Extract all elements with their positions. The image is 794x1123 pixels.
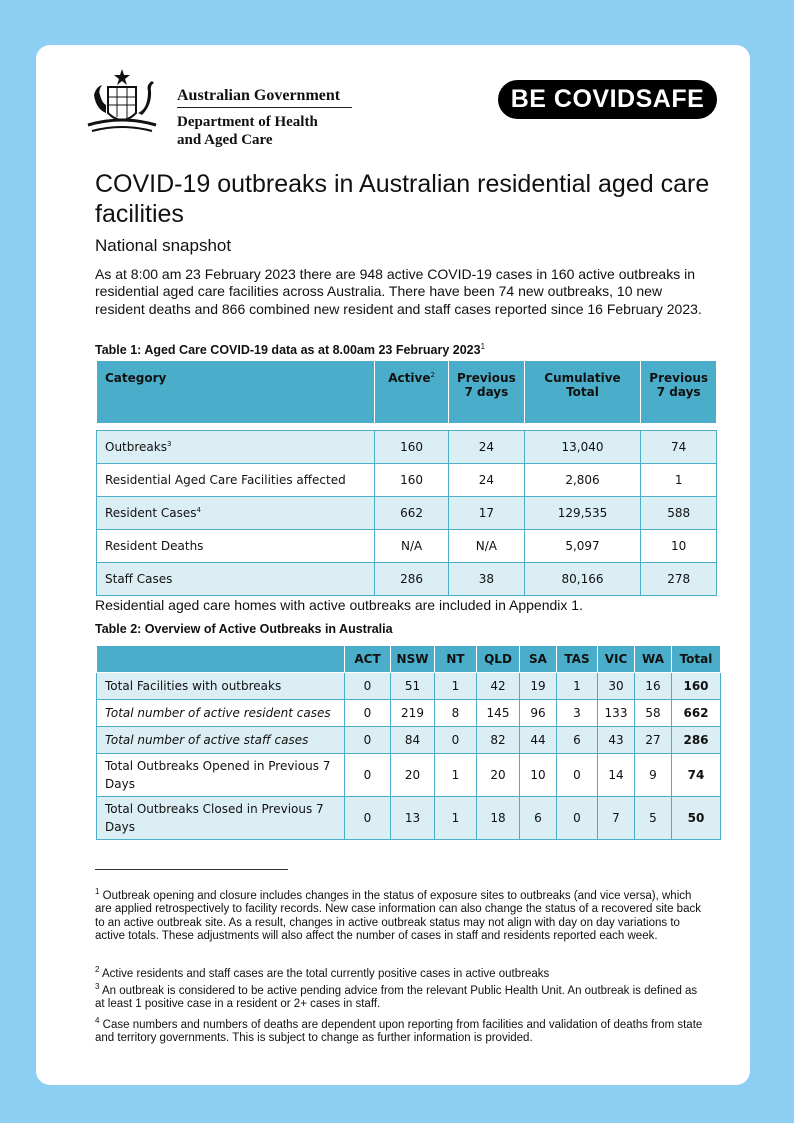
aged-care-data-table [96,360,717,596]
row-label: Total Facilities with outbreaks [97,673,345,700]
cell-total: 50 [672,797,721,840]
table2-header-wa: WA [635,646,672,673]
footnote-1 [95,885,707,944]
cell-vic: 133 [598,700,635,727]
footnote-divider [95,869,288,870]
table2-caption: Table 2: Overview of Active Outbreaks in Australia [95,622,393,636]
cell-cumulative: 2,806 [524,464,641,497]
table1-header-active-text: Active [388,371,431,385]
cell-nt: 1 [435,797,477,840]
cell-vic: 7 [598,797,635,840]
cell-prev7-cum: 74 [641,431,717,464]
cell-cumulative: 13,040 [524,431,641,464]
cell-sa: 6 [520,797,557,840]
cell-tas: 6 [557,727,598,754]
cell-total: 160 [672,673,721,700]
cell-nsw: 13 [391,797,435,840]
cell-prev7: 17 [449,497,525,530]
row-label: Total number of active staff cases [97,727,345,754]
table1-header-cumulative: Cumulative Total [524,361,641,424]
footnote-2-number: 2 [95,965,100,974]
cell-active: 662 [375,497,449,530]
cell-wa: 5 [635,797,672,840]
cell-total: 74 [672,754,721,797]
row-label-text: Resident Cases [105,506,197,520]
cell-prev7-cum: 1 [641,464,717,497]
table1-caption-sup: 1 [480,342,486,351]
cell-nsw: 51 [391,673,435,700]
table1-caption-text: Table 1: Aged Care COVID-19 data as at 8.00am 23 February 2023 [95,343,481,358]
cell-total: 286 [672,727,721,754]
cell-sa: 96 [520,700,557,727]
footnote-3-number: 3 [95,982,100,991]
cell-qld: 42 [477,673,520,700]
cell-active: 160 [375,464,449,497]
footnote-4 [95,1014,707,1046]
cell-prev7-cum: 10 [641,530,717,563]
table-row [97,497,717,530]
cell-cumulative: 80,166 [524,563,641,596]
footnote-3 [95,980,707,1012]
cell-act: 0 [345,754,391,797]
page-subtitle: National snapshot [95,236,232,255]
table-row [97,754,721,797]
cell-nt: 1 [435,754,477,797]
cell-wa: 16 [635,673,672,700]
footnote-2-text: Active residents and staff cases are the total currently positive cases in active outbreaks [102,967,550,980]
row-label [97,431,375,464]
table2-header-row [97,646,721,673]
table-row [97,797,721,840]
cell-prev7-cum: 588 [641,497,717,530]
cell-sa: 19 [520,673,557,700]
row-label [97,497,375,530]
table1-header-prev7-a: Previous 7 days [449,361,525,424]
footnote-3-text: An outbreak is considered to be active pending advice from the relevant Public Health Unit. An outbreak is defined as at least 1 positive case in a resident or 2+ cases in staff. [95,984,698,1011]
table-row [97,431,717,464]
footnote-1-number: 1 [95,887,100,896]
cell-tas: 1 [557,673,598,700]
table1-caption [95,342,485,357]
table-row [97,673,721,700]
table1-header-active [375,361,449,424]
table2-header-qld: QLD [477,646,520,673]
cell-cumulative: 129,535 [524,497,641,530]
cell-tas: 0 [557,797,598,840]
table2-header-nt: NT [435,646,477,673]
row-label: Staff Cases [97,563,375,596]
cell-nsw: 219 [391,700,435,727]
footnote-4-number: 4 [95,1016,100,1025]
badge-text: BE COVIDSAFE [510,85,705,113]
cell-act: 0 [345,727,391,754]
cell-prev7: N/A [449,530,525,563]
row-label-text: Outbreaks [105,440,167,454]
cell-cumulative: 5,097 [524,530,641,563]
table2-header-nsw: NSW [391,646,435,673]
table-row [97,530,717,563]
table2-header-sa: SA [520,646,557,673]
table1-header-row [97,361,717,424]
intro-paragraph: As at 8:00 am 23 February 2023 there are 948 active COVID-19 cases in 160 active outbreaks in residential aged care facilities across Australia. There have been 74 new outbreaks, 10 new resident deaths and 866 combined new resident and staff cases reported since 16 February 2023. [95,266,702,317]
cell-qld: 145 [477,700,520,727]
table2-header-vic: VIC [598,646,635,673]
header-divider [177,107,352,108]
table1-spacer-cell [97,424,717,431]
table-row [97,563,717,596]
cell-sa: 10 [520,754,557,797]
table1-header-prev7-b: Previous 7 days [641,361,717,424]
department-name [177,113,377,149]
row-label-sup: 3 [166,440,172,448]
cell-nt: 0 [435,727,477,754]
cell-nt: 1 [435,673,477,700]
cell-nsw: 84 [391,727,435,754]
cell-nt: 8 [435,700,477,727]
cell-qld: 82 [477,727,520,754]
cell-prev7: 38 [449,563,525,596]
cell-sa: 44 [520,727,557,754]
cell-prev7: 24 [449,431,525,464]
row-label: Total Outbreaks Opened in Previous 7 Days [97,754,345,797]
cell-tas: 0 [557,754,598,797]
table1-header-active-sup: 2 [430,371,435,379]
row-label: Total number of active resident cases [97,700,345,727]
department-line-1: Department of Health [177,114,318,130]
table2-header-act: ACT [345,646,391,673]
cell-prev7-cum: 278 [641,563,717,596]
cell-total: 662 [672,700,721,727]
row-label: Total Outbreaks Closed in Previous 7 Days [97,797,345,840]
cell-active: N/A [375,530,449,563]
active-outbreaks-table [96,645,721,840]
coat-of-arms-logo [78,67,166,137]
row-label: Resident Deaths [97,530,375,563]
cell-prev7: 24 [449,464,525,497]
table-row [97,727,721,754]
be-covidsafe-badge [498,80,717,119]
cell-act: 0 [345,700,391,727]
table1-spacer [97,424,717,431]
cell-nsw: 20 [391,754,435,797]
cell-qld: 18 [477,797,520,840]
appendix-note: Residential aged care homes with active outbreaks are included in Appendix 1. [95,597,583,613]
table-row [97,700,721,727]
cell-tas: 3 [557,700,598,727]
cell-wa: 9 [635,754,672,797]
footnote-4-text: Case numbers and numbers of deaths are dependent upon reporting from facilities and validation of deaths from state and territory governments. This is subject to change as further information is provided. [95,1018,703,1045]
table-row [97,464,717,497]
footnote-1-text: Outbreak opening and closure includes changes in the status of exposure sites to outbreaks (and vice versa), which are applied retrospectively to facility records. New case information can also change the status of a recovered site back to an active outbreak site. As a result, changes in active outbreak status may not align with day on day variations to active totals. These adjustments will also affect the number of cases in staff and residents reported each week. [95,889,701,943]
page-title: COVID-19 outbreaks in Australian residential aged care facilities [95,170,710,228]
cell-act: 0 [345,797,391,840]
cell-vic: 30 [598,673,635,700]
department-line-2: and Aged Care [177,132,273,148]
cell-vic: 14 [598,754,635,797]
document-page [36,45,750,1085]
cell-qld: 20 [477,754,520,797]
cell-wa: 27 [635,727,672,754]
row-label: Residential Aged Care Facilities affected [97,464,375,497]
table1-header-category: Category [97,361,375,424]
cell-active: 160 [375,431,449,464]
table2-header-blank [97,646,345,673]
cell-active: 286 [375,563,449,596]
cell-wa: 58 [635,700,672,727]
government-name: Australian Government [177,87,341,104]
table2-header-total: Total [672,646,721,673]
cell-vic: 43 [598,727,635,754]
table2-header-tas: TAS [557,646,598,673]
footnote-2 [95,963,707,981]
cell-act: 0 [345,673,391,700]
row-label-sup: 4 [196,506,201,514]
